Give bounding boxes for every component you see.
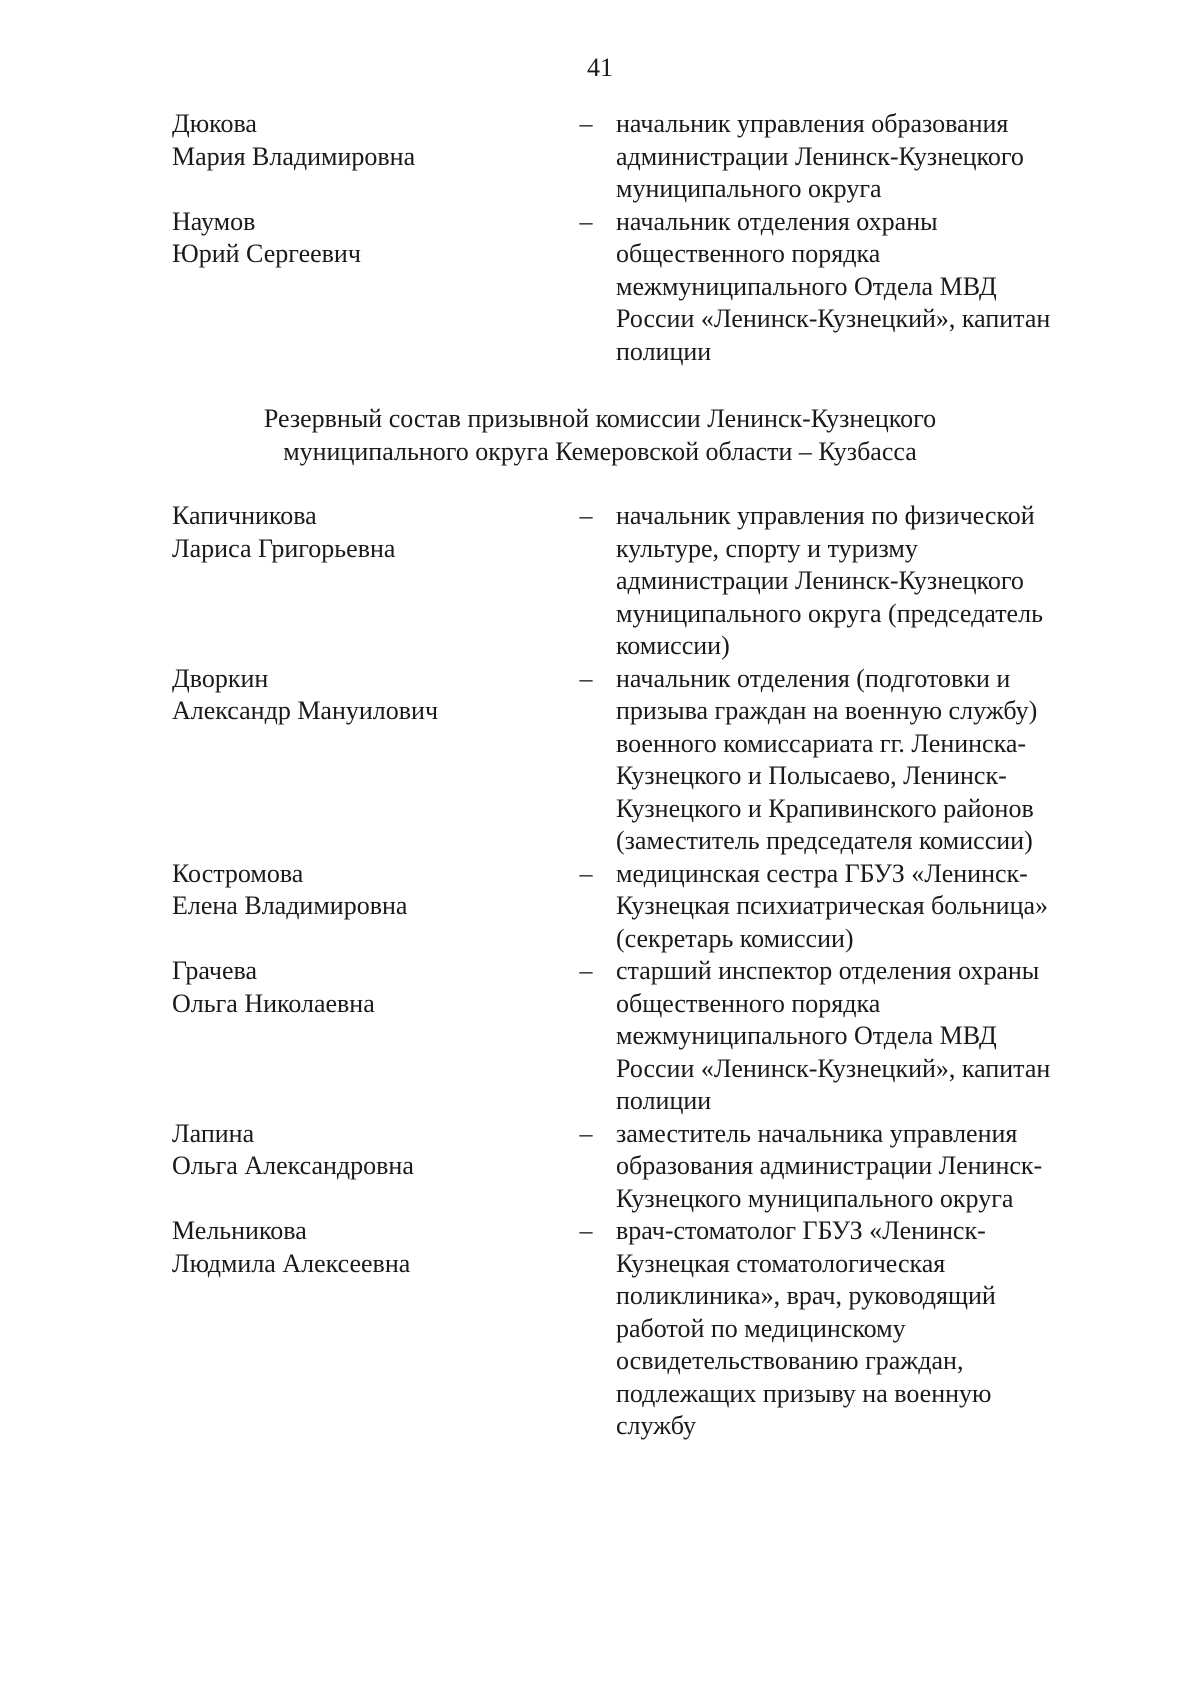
member-entry [172, 955, 1112, 1118]
member-role [616, 108, 1112, 206]
member-name [172, 955, 572, 1020]
role-line: культуре, спорту и туризму [616, 533, 918, 563]
member-given-names: Юрий Сергеевич [172, 239, 361, 268]
dash-separator: – [579, 1118, 593, 1148]
role-line: службу [616, 1411, 697, 1440]
member-surname: Грачева [172, 956, 257, 985]
role-line: (заместитель председателя комиссии) [616, 826, 1033, 855]
member-surname: Наумов [172, 206, 256, 236]
dash-separator: – [579, 206, 593, 236]
member-entry [172, 500, 1112, 663]
commission-members-list [172, 108, 1112, 368]
member-surname: Лапина [172, 1118, 255, 1148]
role-line: заместитель начальника управления [616, 1118, 1018, 1148]
member-name [172, 108, 572, 173]
member-role [616, 1118, 1112, 1216]
role-line: подлежащих призыву на военную [616, 1378, 992, 1408]
member-role [616, 206, 1112, 369]
role-line: начальник отделения охраны [616, 206, 938, 236]
member-surname: Дюкова [172, 109, 257, 138]
member-role [616, 1215, 1112, 1443]
role-line: администрации Ленинск-Кузнецкого [616, 141, 1024, 171]
role-line: поликлиника», врач, руководящий [616, 1281, 996, 1310]
member-given-names: Людмила Алексеевна [172, 1248, 411, 1278]
role-line: начальник отделения (подготовки и [616, 663, 1011, 693]
section-title-line: муниципального округа Кемеровской области – Кузбасса [283, 436, 917, 466]
member-name [172, 206, 572, 271]
member-role [616, 500, 1112, 663]
member-given-names: Ольга Николаевна [172, 988, 375, 1018]
page-number: 41 [587, 53, 613, 82]
role-line: старший инспектор отделения охраны [616, 956, 1040, 985]
member-given-names: Лариса Григорьевна [172, 533, 396, 563]
member-role [616, 858, 1112, 956]
dash-separator: – [579, 858, 593, 888]
section-title [0, 403, 1200, 468]
role-line: Кузнецкого и Полысаево, Ленинск- [616, 761, 1007, 790]
section-title-line: Резервный состав призывной комиссии Ленинск-Кузнецкого [263, 404, 937, 433]
member-surname: Костромова [172, 858, 304, 888]
role-line: образования администрации Ленинск- [616, 1151, 1043, 1180]
member-entry [172, 206, 1112, 369]
member-entry [172, 1118, 1112, 1216]
member-role [616, 663, 1112, 858]
role-line: Кузнецкая стоматологическая [616, 1248, 946, 1278]
member-surname: Капичникова [172, 501, 317, 530]
member-name [172, 663, 572, 728]
member-entry [172, 858, 1112, 956]
dash-separator: – [579, 956, 593, 985]
role-line: начальник управления по физической [616, 501, 1035, 530]
role-line: работой по медицинскому [616, 1313, 906, 1343]
member-name [172, 1118, 572, 1183]
role-line: межмуниципального Отдела МВД [616, 1021, 997, 1050]
role-line: муниципального округа [616, 174, 882, 203]
reserve-members-list [172, 500, 1112, 1443]
member-surname: Дворкин [172, 663, 269, 693]
role-line: (секретарь комиссии) [616, 923, 854, 953]
member-given-names: Мария Владимировна [172, 141, 416, 171]
role-line: общественного порядка [616, 988, 881, 1018]
member-role [616, 955, 1112, 1118]
role-line: полиции [616, 336, 712, 366]
member-given-names: Ольга Александровна [172, 1151, 414, 1180]
dash-separator: – [579, 109, 593, 138]
role-line: Кузнецкого и Крапивинского районов [616, 793, 1034, 823]
role-line: полиции [616, 1086, 712, 1115]
member-name [172, 500, 572, 565]
member-entry [172, 108, 1112, 206]
role-line: России «Ленинск-Кузнецкий», капитан [616, 1053, 1051, 1083]
role-line: призыва граждан на военную службу) [616, 696, 1038, 725]
role-line: начальник управления образования [616, 109, 1009, 138]
role-line: освидетельствованию граждан, [616, 1346, 964, 1375]
role-line: администрации Ленинск-Кузнецкого [616, 566, 1024, 595]
member-name [172, 858, 572, 923]
role-line: медицинская сестра ГБУЗ «Ленинск- [616, 858, 1028, 888]
dash-separator: – [579, 663, 593, 693]
role-line: комиссии) [616, 631, 730, 660]
member-surname: Мельникова [172, 1216, 307, 1245]
role-line: военного комиссариата гг. Ленинска- [616, 728, 1027, 758]
role-line: Кузнецкого муниципального округа [616, 1183, 1014, 1213]
member-given-names: Александр Мануилович [172, 696, 439, 725]
dash-separator: – [579, 1216, 593, 1245]
member-name [172, 1215, 572, 1280]
role-line: врач-стоматолог ГБУЗ «Ленинск- [616, 1216, 986, 1245]
dash-separator: – [579, 501, 593, 530]
role-line: России «Ленинск-Кузнецкий», капитан [616, 304, 1051, 333]
role-line: Кузнецкая психиатрическая больница» [616, 891, 1049, 920]
role-line: межмуниципального Отдела МВД [616, 271, 997, 301]
role-line: муниципального округа (председатель [616, 598, 1043, 628]
role-line: общественного порядка [616, 239, 881, 268]
member-entry [172, 663, 1112, 858]
member-given-names: Елена Владимировна [172, 891, 408, 920]
member-entry [172, 1215, 1112, 1443]
